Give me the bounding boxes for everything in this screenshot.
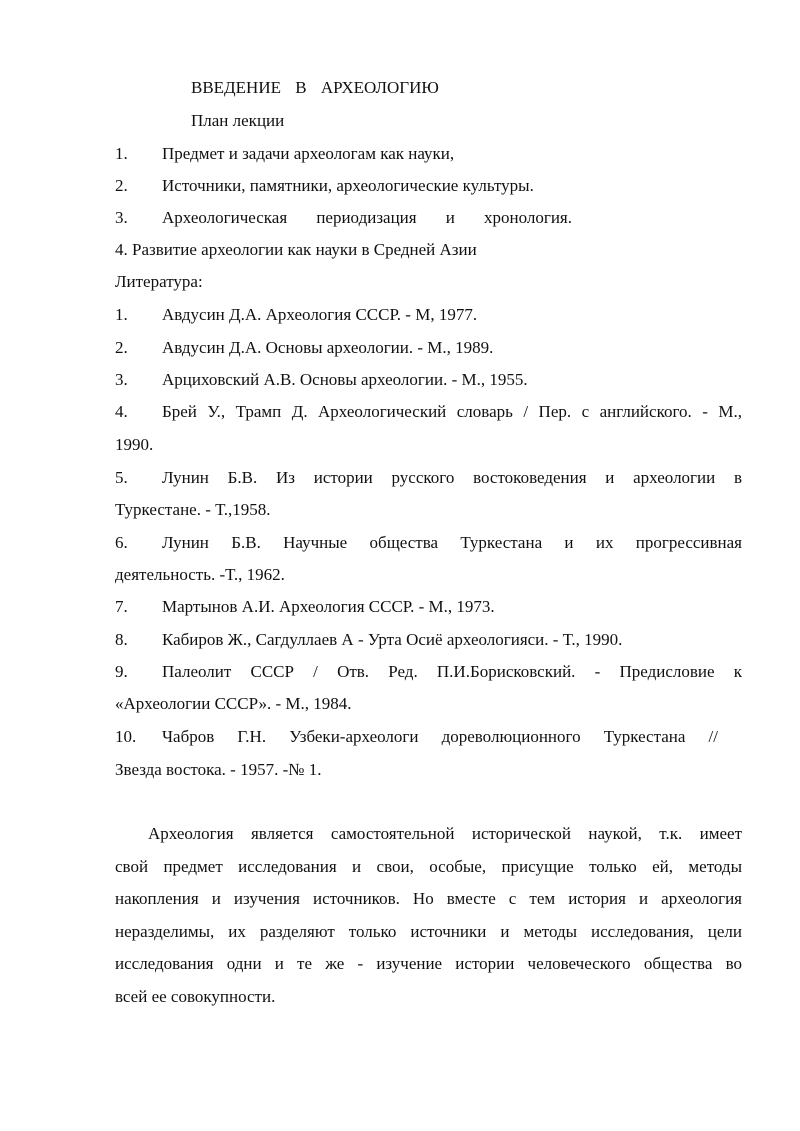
literature-number: 4. bbox=[115, 402, 128, 421]
literature-entry: Палеолит СССР / Отв. Ред. П.И.Борисковский. - Предисловие к bbox=[162, 662, 742, 681]
literature-number: 7. bbox=[115, 597, 128, 616]
literature-entry: Лунин Б.В. Из истории русского востоковедения и археологии в bbox=[162, 468, 742, 487]
literature-number: 8. bbox=[115, 630, 128, 649]
literature-entry-continuation: деятельность. -Т., 1962. bbox=[115, 565, 285, 584]
literature-entry: Чабров Г.Н. Узбеки-археологи дореволюционного Туркестана // bbox=[162, 727, 718, 746]
lecture-plan-heading: План лекции bbox=[191, 111, 285, 130]
literature-entry: Арциховский А.В. Основы археологии. - М., 1955. bbox=[162, 370, 528, 389]
literature-entry-continuation: Туркестане. - Т.,1958. bbox=[115, 500, 271, 519]
literature-entry-continuation: 1990. bbox=[115, 435, 154, 454]
literature-number: 1. bbox=[115, 305, 128, 324]
plan-item-text: Предмет и задачи археологам как науки, bbox=[162, 144, 455, 163]
literature-entry: Лунин Б.В. Научные общества Туркестана и их прогрессивная bbox=[162, 533, 742, 552]
plan-item-number: 1. bbox=[115, 144, 128, 163]
paragraph-line: свой предмет исследования и свои, особые, присущие только ей, методы bbox=[115, 857, 742, 876]
plan-item-text: Археологическая периодизация и хронология. bbox=[162, 208, 572, 227]
literature-number: 10. bbox=[115, 727, 137, 746]
literature-number: 6. bbox=[115, 533, 128, 552]
literature-entry-continuation: Звезда востока. - 1957. -№ 1. bbox=[115, 760, 322, 779]
literature-number: 3. bbox=[115, 370, 128, 389]
plan-item-number: 2. bbox=[115, 176, 128, 195]
paragraph-line: Археология является самостоятельной исторической наукой, т.к. имеет bbox=[148, 824, 742, 843]
literature-entry: Брей У., Трамп Д. Археологический словарь / Пер. с английского. - М., bbox=[162, 402, 742, 421]
paragraph-line: исследования одни и те же - изучение истории человеческого общества во bbox=[115, 954, 742, 973]
paragraph-line: неразделимы, их разделяют только источники и методы исследования, цели bbox=[115, 922, 742, 941]
literature-entry-continuation: «Археологии СССР». - М., 1984. bbox=[115, 694, 352, 713]
literature-heading: Литература: bbox=[115, 272, 203, 291]
plan-item-4: 4. Развитие археологии как науки в Средней Азии bbox=[115, 240, 477, 259]
literature-entry: Авдусин Д.А. Основы археологии. - М., 1989. bbox=[162, 338, 494, 357]
document-title: ВВЕДЕНИЕ В АРХЕОЛОГИЮ bbox=[191, 78, 439, 97]
plan-item-text: Источники, памятники, археологические культуры. bbox=[162, 176, 534, 195]
paragraph-line: всей ее совокупности. bbox=[115, 987, 276, 1006]
literature-entry: Авдусин Д.А. Археология СССР. - М, 1977. bbox=[162, 305, 478, 324]
plan-item-number: 3. bbox=[115, 208, 128, 227]
literature-number: 9. bbox=[115, 662, 128, 681]
literature-number: 5. bbox=[115, 468, 128, 487]
literature-number: 2. bbox=[115, 338, 128, 357]
literature-entry: Кабиров Ж., Сагдуллаев А - Урта Осиё археологияси. - Т., 1990. bbox=[162, 630, 623, 649]
literature-entry: Мартынов А.И. Археология СССР. - М., 1973. bbox=[162, 597, 495, 616]
paragraph-line: накопления и изучения источников. Но вместе с тем история и археология bbox=[115, 889, 742, 908]
